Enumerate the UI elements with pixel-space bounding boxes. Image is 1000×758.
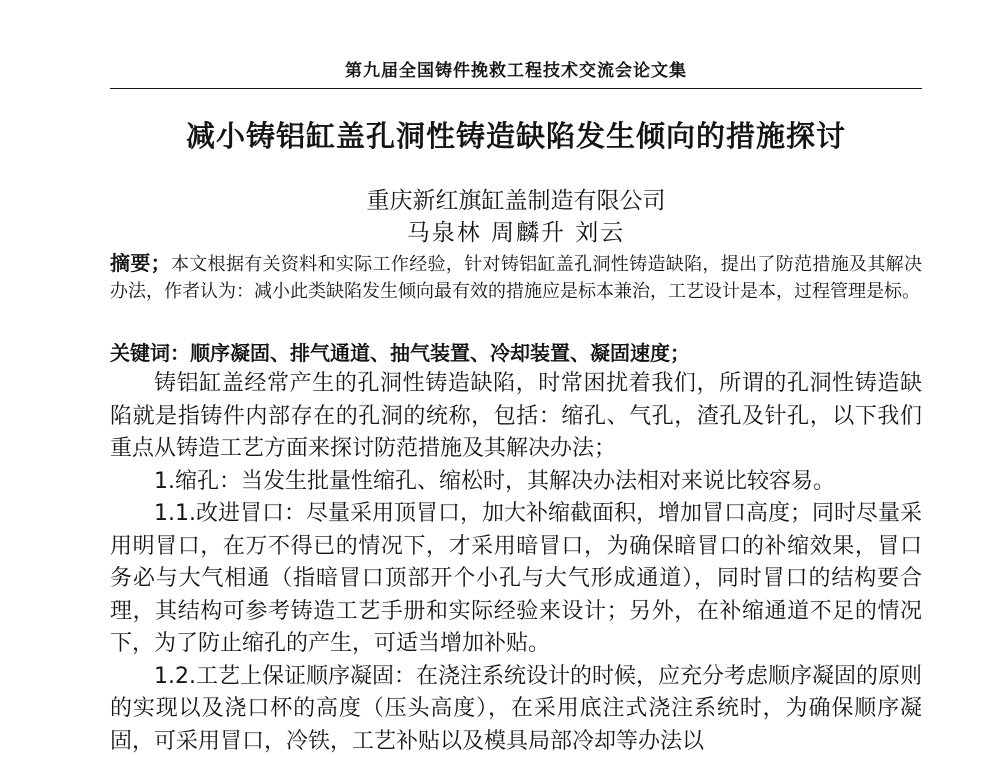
paragraph-text: 缩孔：当发生批量性缩孔、缩松时，其解决办法相对来说比较容易。 xyxy=(175,469,835,494)
paragraph-intro xyxy=(110,368,922,466)
header-rule xyxy=(110,88,922,89)
section-number: 1.1. xyxy=(154,501,196,526)
body-text xyxy=(110,368,922,758)
paragraph-text: 工艺上保证顺序凝固：在浇注系统设计的时候，应充分考虑顺序凝固的原则的实现以及浇口杯的高度（压头高度），在采用底注式浇注系统时，为确保顺序凝固，可采用冒口，冷铁，工艺补贴以及模具局部冷却等办法以 xyxy=(110,664,922,754)
paragraph-section-1-1 xyxy=(110,498,922,661)
section-number: 1. xyxy=(154,469,175,494)
abstract-text: 本文根据有关资料和实际工作经验，针对铸铝缸盖孔洞性铸造缺陷，提出了防范措施及其解决办法，作者认为：减小此类缺陷发生倾向最有效的措施应是标本兼治，工艺设计是本，过程管理是标。 xyxy=(110,254,922,302)
section-number: 1.2. xyxy=(154,664,196,689)
paragraph-text: 铸铝缸盖经常产生的孔洞性铸造缺陷，时常困扰着我们，所谓的孔洞性铸造缺陷就是指铸件内部存在的孔洞的统称，包括：缩孔、气孔，渣孔及针孔，以下我们重点从铸造工艺方面来探讨防范措施及其解决办法； xyxy=(110,371,922,461)
paper-title: 减小铸铝缸盖孔洞性铸造缺陷发生倾向的措施探讨 xyxy=(110,114,922,155)
keywords-text: 顺序凝固、排气通道、抽气装置、冷却装置、凝固速度； xyxy=(190,341,690,365)
authors: 马泉林 周麟升 刘云 xyxy=(110,214,922,247)
abstract-label: 摘要； xyxy=(110,251,171,275)
keywords-label: 关键词： xyxy=(110,341,190,365)
keywords xyxy=(110,337,922,366)
affiliation: 重庆新红旗缸盖制造有限公司 xyxy=(110,182,922,215)
running-header: 第九届全国铸件挽救工程技术交流会论文集 xyxy=(110,56,922,81)
paragraph-section-1 xyxy=(110,466,922,499)
abstract xyxy=(110,250,922,305)
paragraph-text: 改进冒口：尽量采用顶冒口，加大补缩截面积，增加冒口高度；同时尽量采用明冒口，在万不得已的情况下，才采用暗冒口，为确保暗冒口的补缩效果，冒口务必与大气相通（指暗冒口顶部开个小孔与大气形成通道），同时冒口的结构要合理，其结构可参考铸造工艺手册和实际经验来设计；另外，在补缩通道不足的情况下，为了防止缩孔的产生，可适当增加补贴。 xyxy=(110,501,922,656)
paragraph-section-1-2 xyxy=(110,661,922,758)
